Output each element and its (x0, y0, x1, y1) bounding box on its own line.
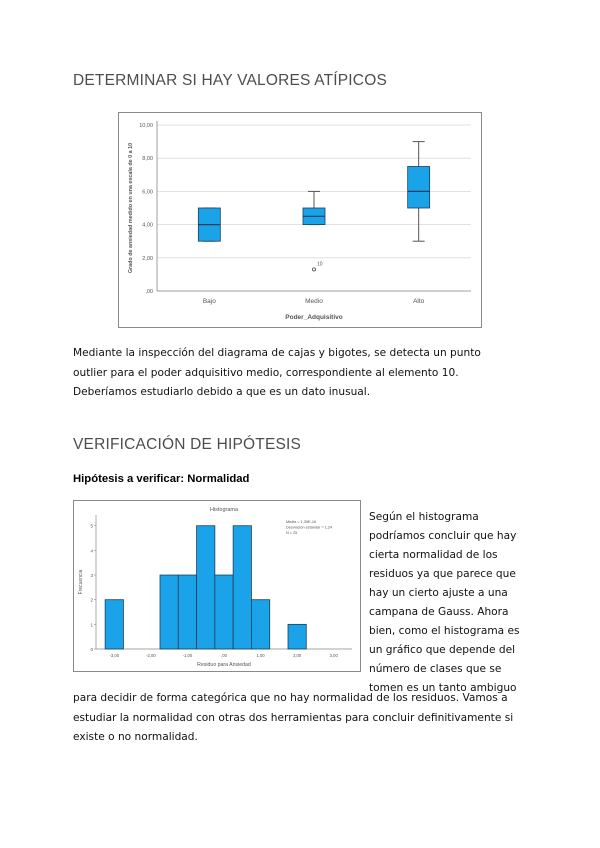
y-tick-label: 5 (90, 523, 93, 529)
x-tick-label: 2,00 (293, 653, 302, 658)
paragraph-line: hay un cierto ajuste a una (369, 587, 508, 599)
paragraph-line: campana de Gauss. Ahora (369, 606, 509, 618)
x-tick-label: ,00 (221, 653, 227, 658)
paragraph-line: tomen es un tanto ambiguo (369, 682, 517, 694)
histogram-title: Histograma (209, 507, 239, 513)
outliers-section-title: DETERMINAR SI HAY VALORES ATÍPICOS (73, 72, 387, 89)
y-tick-label: 8,00 (142, 156, 153, 163)
box (408, 167, 430, 209)
legend-stat: N = 25 (286, 531, 298, 535)
paragraph-line: podríamos concluir que hay (369, 530, 517, 542)
paragraph-line: residuos ya que parece que (369, 568, 516, 580)
histogram-figure (73, 500, 361, 672)
x-axis-label: Residuo para Ansiedad (197, 662, 251, 668)
histogram-side-paragraph (369, 508, 520, 698)
histogram-bar (178, 575, 196, 649)
boxplot-chart (119, 113, 481, 327)
paragraph-line: para decidir de forma categórica que no hay normalidad de los residuos. Vamos a (73, 692, 508, 704)
x-tick-label: 3,00 (329, 653, 338, 658)
y-axis-label: Frecuencia (78, 569, 84, 595)
y-tick-label: 3 (90, 573, 93, 579)
x-tick-label: Medio (305, 298, 323, 305)
histogram-bar (105, 600, 123, 649)
outlier-point (312, 268, 315, 271)
paragraph-line: cierta normalidad de los (369, 549, 498, 561)
histogram-bar (160, 575, 178, 649)
outlier-label: 10 (317, 261, 323, 268)
x-tick-label: Bajo (202, 298, 216, 305)
x-tick-label: Alto (413, 298, 425, 305)
legend-stat: Media = 1,39E-16 (286, 520, 317, 524)
y-tick-label: 2,00 (142, 255, 153, 262)
x-tick-label: -1,00 (182, 653, 193, 658)
outliers-paragraph (73, 344, 481, 403)
paragraph-line: Mediante la inspección del diagrama de cajas y bigotes, se detecta un punto (73, 347, 481, 359)
x-tick-label: -2,00 (146, 653, 156, 658)
y-tick-label: 0 (90, 647, 93, 652)
histogram-bar (288, 624, 306, 649)
paragraph-line: existe o no normalidad. (73, 731, 198, 743)
y-tick-label: ,00 (145, 289, 153, 295)
x-tick-label: -3,00 (109, 653, 120, 658)
hypothesis-subtitle: Hipótesis a verificar: Normalidad (73, 473, 250, 485)
paragraph-line: bien, como el histograma es (369, 625, 520, 637)
y-tick-label: 4 (90, 548, 93, 554)
y-tick-label: 6,00 (142, 189, 153, 196)
paragraph-line: outlier para el poder adquisitivo medio, correspondiente al elemento 10. (73, 366, 459, 379)
x-tick-label: 1,00 (256, 653, 265, 658)
legend-stat: Desviación estándar = 1,24 (286, 525, 333, 530)
paragraph-line: Deberíamos estudiarlo debido a que es un dato inusual. (73, 386, 371, 398)
histogram-bar (233, 526, 251, 649)
histogram-full-paragraph (73, 689, 513, 748)
histogram-bar (197, 526, 215, 649)
y-axis-label: Grado de ansiedad medido en una escala de 0 a 10 (128, 142, 134, 274)
y-tick-label: 2 (90, 597, 93, 603)
x-axis-label: Poder_Adquisitivo (285, 314, 343, 321)
paragraph-line: un gráfico que depende del (369, 644, 516, 656)
boxplot-figure (118, 112, 482, 328)
paragraph-line: Según el histograma (369, 511, 479, 523)
paragraph-line: número de clases que se (369, 663, 502, 675)
paragraph-line: estudiar la normalidad con otras dos herramientas para concluir definitivamente si (73, 711, 514, 724)
y-tick-label: 4,00 (142, 222, 153, 229)
histogram-bar (215, 575, 233, 649)
histogram-chart (74, 501, 360, 671)
hypothesis-section-title: VERIFICACIÓN DE HIPÓTESIS (73, 436, 302, 453)
y-tick-label: 10,00 (139, 123, 153, 129)
y-tick-label: 1 (90, 622, 93, 628)
histogram-bar (251, 600, 269, 649)
